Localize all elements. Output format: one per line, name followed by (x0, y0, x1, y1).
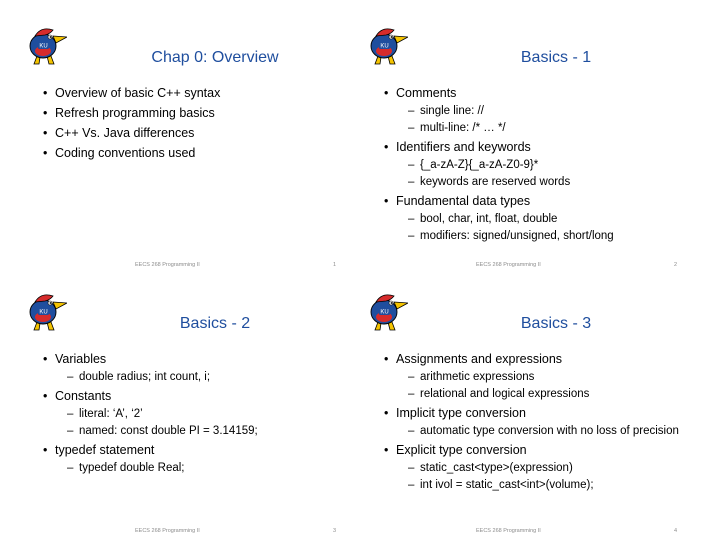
footer-course: EECS 268 Programming II (135, 528, 200, 534)
bullet-item (384, 140, 688, 189)
bullet-text: Identifiers and keywords (396, 140, 531, 154)
slide-title: Basics - 2 (179, 315, 251, 332)
slide-2 (356, 16, 696, 276)
sub-bullet-item: – static_cast<type>(expression) (396, 461, 688, 475)
sub-bullet-item: – relational and logical expressions (396, 387, 688, 401)
bullet-text: Assignments and expressions (396, 352, 563, 366)
logo-text: KU (39, 43, 48, 50)
sub-bullet-item: – keywords are reserved words (396, 175, 688, 189)
bullet-text: Explicit type conversion (396, 443, 527, 457)
slide-title: Basics - 1 (520, 49, 592, 66)
sub-bullet-item: – typedef double Real; (55, 461, 347, 475)
jayhawk-logo-icon (364, 292, 408, 332)
sub-bullet-item: – bool, char, int, float, double (396, 212, 688, 226)
sub-bullet-item: – double radius; int count, i; (55, 370, 347, 384)
slide-number: 3 (333, 528, 337, 534)
footer-course: EECS 268 Programming II (476, 262, 541, 268)
slide-content (43, 86, 347, 166)
jayhawk-logo-icon (23, 26, 67, 66)
slide-number: 2 (674, 262, 678, 268)
slide-1 (15, 16, 355, 276)
bullet-item (43, 443, 347, 475)
sub-bullet-item: – multi-line: /* … */ (396, 121, 688, 135)
bullet-text: typedef statement (55, 443, 155, 457)
jayhawk-logo-icon (23, 292, 67, 332)
slide-3 (15, 282, 355, 542)
logo-text: KU (380, 309, 389, 316)
sub-bullet-item: – {_a-zA-Z}{_a-zA-Z0-9}* (396, 158, 688, 172)
jayhawk-logo-icon (364, 26, 408, 66)
bullet-item (384, 352, 688, 401)
bullet-text: Variables (55, 352, 107, 366)
bullet-item (384, 194, 688, 243)
slide-title: Chap 0: Overview (151, 49, 279, 66)
bullet-text: Comments (396, 86, 457, 100)
slide-content (384, 352, 688, 497)
bullet-item (384, 86, 688, 135)
sub-bullet-item: – single line: // (396, 104, 688, 118)
sub-bullet-item: – automatic type conversion with no loss of precision (396, 424, 688, 438)
slide-number: 4 (674, 528, 678, 534)
bullet-item: • Overview of basic C++ syntax (43, 86, 347, 101)
bullet-item: • Refresh programming basics (43, 106, 347, 121)
slide-number: 1 (333, 262, 337, 268)
bullet-text: Constants (55, 389, 112, 403)
sub-bullet-item: – int ivol = static_cast<int>(volume); (396, 478, 688, 492)
footer-course: EECS 268 Programming II (135, 262, 200, 268)
bullet-item (43, 389, 347, 438)
bullet-item: • Coding conventions used (43, 146, 347, 161)
slide-content (43, 352, 347, 480)
sub-bullet-item: – literal: ‘A’, ‘2’ (55, 407, 347, 421)
bullet-text: Implicit type conversion (396, 406, 526, 420)
slide-title: Basics - 3 (520, 315, 592, 332)
slide-content (384, 86, 688, 248)
logo-text: KU (380, 43, 389, 50)
bullet-item (384, 406, 688, 438)
bullet-item (43, 352, 347, 384)
bullet-item (384, 443, 688, 492)
sub-bullet-item: – named: const double PI = 3.14159; (55, 424, 347, 438)
logo-text: KU (39, 309, 48, 316)
slide-4 (356, 282, 696, 542)
sub-bullet-item: – modifiers: signed/unsigned, short/long (396, 229, 688, 243)
bullet-item: • C++ Vs. Java differences (43, 126, 347, 141)
footer-course: EECS 268 Programming II (476, 528, 541, 534)
bullet-text: Fundamental data types (396, 194, 531, 208)
sub-bullet-item: – arithmetic expressions (396, 370, 688, 384)
